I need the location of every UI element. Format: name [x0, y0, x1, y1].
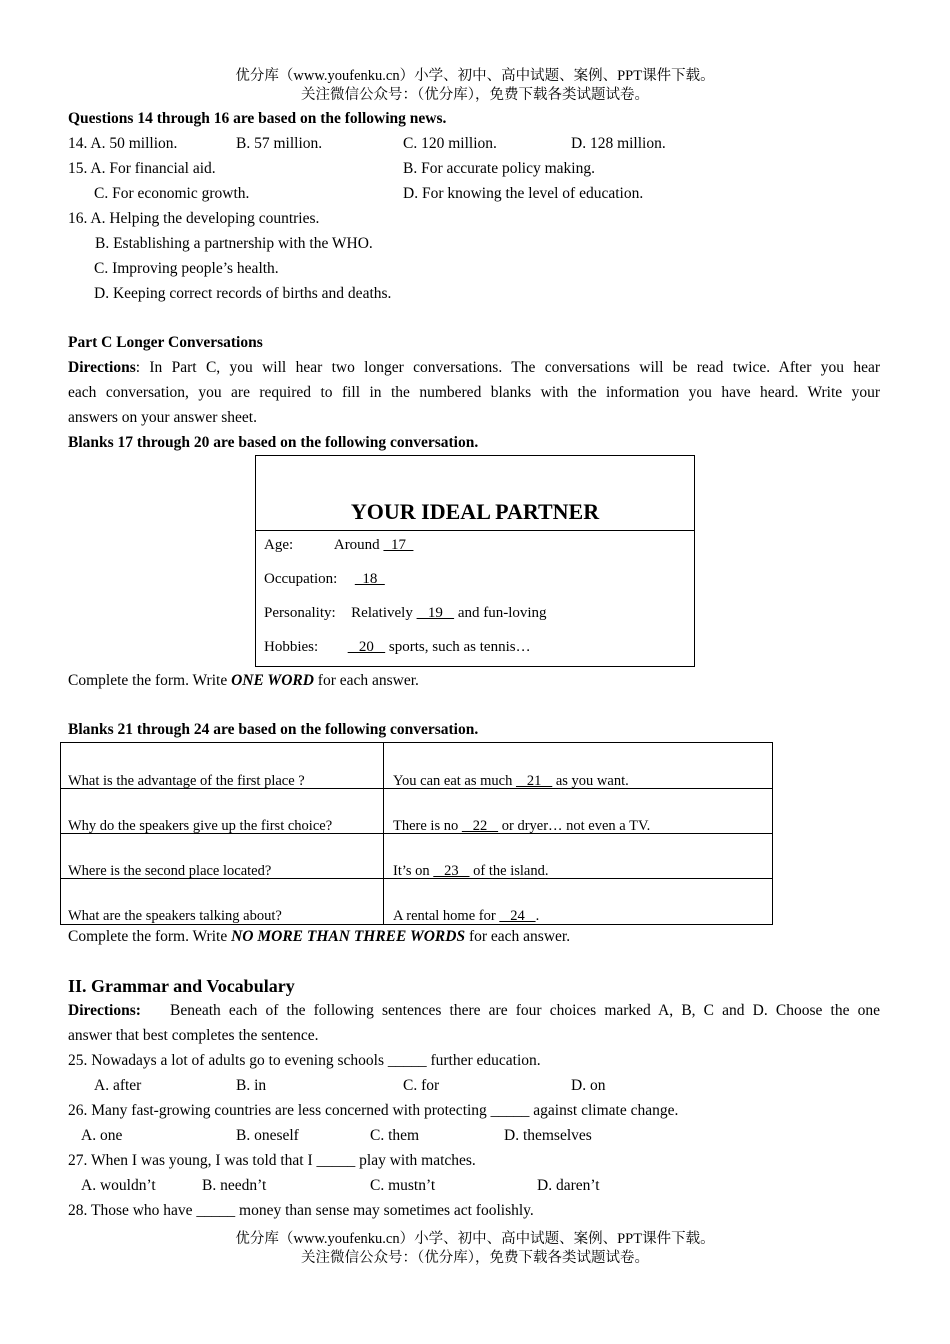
blanks-17-20-heading: Blanks 17 through 20 are based on the following conversation. [68, 434, 479, 451]
q14-option-d: D. 128 million. [571, 135, 666, 152]
conversation-table [60, 742, 773, 925]
age-text: Around [333, 537, 380, 553]
q16-option-c: C. Improving people’s health. [94, 260, 279, 277]
form-divider [256, 530, 694, 531]
q27-stem: 27. When I was young, I was told that I _____ play with matches. [68, 1152, 476, 1169]
grammar-directions-line1: Beneath each of the following sentences there are four choices marked A, B, C and D. Choose the one [170, 1002, 880, 1019]
q28-stem: 28. Those who have _____ money than sense may sometimes act foolishly. [68, 1202, 534, 1219]
personality-text: Relatively [351, 605, 413, 621]
part-c-directions-line1 [68, 358, 880, 378]
part-c-title: Part C Longer Conversations [68, 334, 263, 351]
row2-answer-pre: There is no [393, 818, 459, 834]
q15-option-b: B. For accurate policy making. [403, 160, 595, 177]
table-row4-answer [393, 907, 539, 925]
grammar-section-title: II. Grammar and Vocabulary [68, 976, 295, 996]
instruction1-emphasis: ONE WORD [231, 672, 314, 689]
row1-answer-post: as you want. [555, 773, 629, 789]
blank-22: 22 [461, 818, 499, 834]
q26-stem: 26. Many fast-growing countries are less concerned with protecting _____ against climate change. [68, 1102, 679, 1119]
hobbies-after: sports, such as tennis… [388, 639, 531, 655]
q25-option-c: C. for [403, 1077, 440, 1094]
form-row-hobbies [264, 637, 531, 657]
age-label: Age: [264, 537, 294, 553]
occupation-label: Occupation: [264, 571, 338, 587]
q26-option-a: A. one [81, 1127, 123, 1144]
q25-option-b: B. in [236, 1077, 267, 1094]
table-row2-answer [393, 817, 650, 835]
form-row-personality [264, 603, 547, 623]
personality-label: Personality: [264, 605, 336, 621]
blank-18: 18 [354, 571, 385, 587]
page-footer-line1: 优分库（www.youfenku.cn）小学、初中、高中试题、案例、PPT课件下载。 [235, 1231, 715, 1247]
directions-label: Directions [68, 359, 136, 376]
instruction2-pre: Complete the form. Write [68, 928, 232, 945]
part-c-directions-line3: answers on your answer sheet. [68, 409, 257, 426]
table-row4-question: What are the speakers talking about? [68, 908, 282, 924]
page-footer-line2: 关注微信公众号：（优分库），免费下载各类试题试卷。 [301, 1250, 649, 1266]
part-c-directions-line2: each conversation, you are required to fill in the numbered blanks with the information you have heard. Write your [68, 384, 880, 401]
row2-answer-post: or dryer… not even a TV. [501, 818, 651, 834]
table-row1-answer [393, 772, 629, 790]
row3-answer-post: of the island. [473, 863, 549, 879]
instruction-three-words [68, 927, 570, 947]
q27-option-a: A. wouldn’t [81, 1177, 156, 1194]
blank-19: 19 [416, 605, 455, 621]
blank-17: 17 [383, 537, 414, 553]
grammar-directions-line2: answer that best completes the sentence. [68, 1027, 319, 1044]
q27-option-c: C. mustn’t [370, 1177, 436, 1194]
row4-answer-post: . [535, 908, 540, 924]
q27-option-d: D. daren’t [537, 1177, 600, 1194]
blanks-21-24-heading: Blanks 21 through 24 are based on the following conversation. [68, 721, 479, 738]
instruction1-post: for each answer. [313, 672, 419, 689]
form-title: YOUR IDEAL PARTNER [350, 499, 600, 524]
q26-option-b: B. oneself [236, 1127, 299, 1144]
instruction2-post: for each answer. [465, 928, 571, 945]
instruction1-pre: Complete the form. Write [68, 672, 232, 689]
q26-option-d: D. themselves [504, 1127, 592, 1144]
table-row2-question: Why do the speakers give up the first choice? [68, 818, 333, 834]
q15-option-c: C. For economic growth. [94, 185, 250, 202]
q25-option-a: A. after [94, 1077, 142, 1094]
q15-option-a: 15. A. For financial aid. [68, 160, 216, 177]
ideal-partner-form [255, 455, 695, 667]
blank-20: 20 [347, 639, 386, 655]
table-row3-answer [393, 862, 548, 880]
q27-option-b: B. needn’t [202, 1177, 267, 1194]
grammar-directions-label: Directions: [68, 1002, 141, 1019]
form-row-occupation [264, 569, 385, 589]
row4-answer-pre: A rental home for [393, 908, 496, 924]
q14-option-c: C. 120 million. [403, 135, 497, 152]
q25-stem: 25. Nowadays a lot of adults go to evening schools _____ further education. [68, 1052, 541, 1069]
news-heading: Questions 14 through 16 are based on the following news. [68, 110, 447, 127]
directions-text: : In Part C, you will hear two longer conversations. The conversations will be read twice. After you hear [135, 359, 880, 376]
instruction2-emphasis: NO MORE THAN THREE WORDS [231, 928, 466, 945]
page-header-line1: 优分库（www.youfenku.cn）小学、初中、高中试题、案例、PPT课件下载。 [235, 68, 715, 84]
table-row1-question: What is the advantage of the first place ? [68, 773, 305, 789]
q16-option-d: D. Keeping correct records of births and deaths. [94, 285, 392, 302]
q26-option-c: C. them [370, 1127, 420, 1144]
hobbies-label: Hobbies: [264, 639, 319, 655]
q15-option-d: D. For knowing the level of education. [403, 185, 644, 202]
blank-24: 24 [499, 908, 536, 924]
instruction-one-word [68, 671, 419, 691]
q16-option-a: 16. A. Helping the developing countries. [68, 210, 320, 227]
q14-option-b: B. 57 million. [236, 135, 323, 152]
q14-option-a: 14. A. 50 million. [68, 135, 178, 152]
blank-23: 23 [433, 863, 470, 879]
page-header-line2: 关注微信公众号：（优分库），免费下载各类试题试卷。 [301, 87, 649, 103]
row3-answer-pre: It’s on [393, 863, 430, 879]
q25-option-d: D. on [571, 1077, 606, 1094]
blank-21: 21 [515, 773, 553, 789]
q16-option-b: B. Establishing a partnership with the WHO. [95, 235, 373, 252]
personality-after: and fun-loving [457, 605, 547, 621]
form-row-age [264, 535, 413, 555]
table-row3-question: Where is the second place located? [68, 863, 272, 879]
row1-answer-pre: You can eat as much [393, 773, 513, 789]
